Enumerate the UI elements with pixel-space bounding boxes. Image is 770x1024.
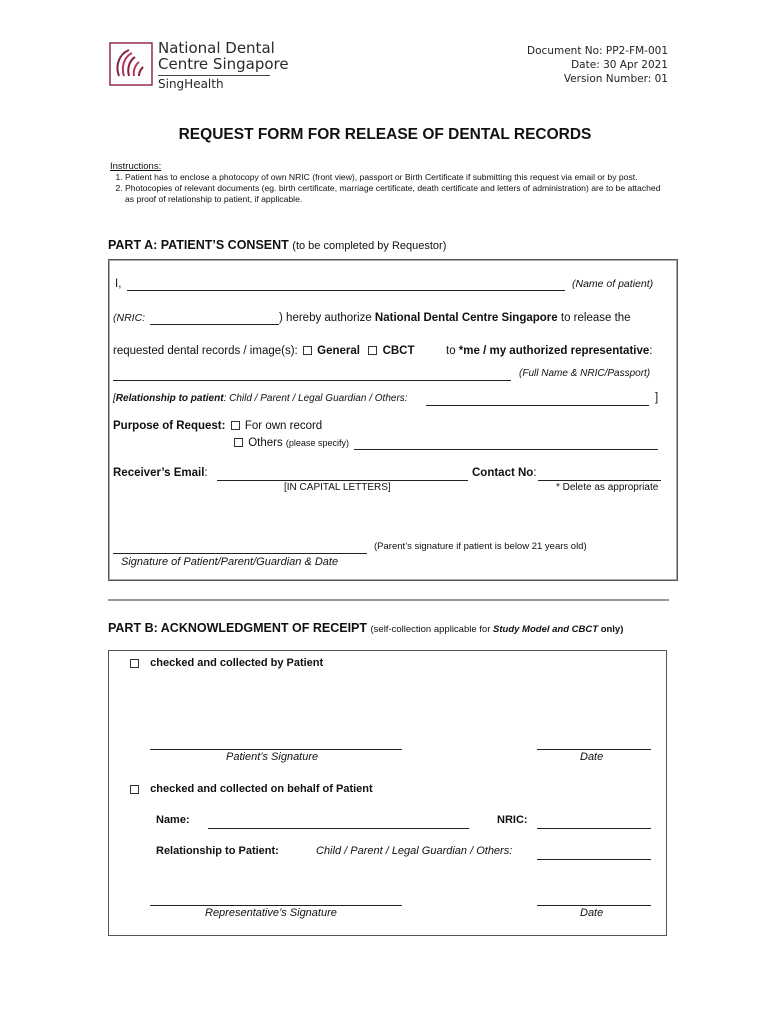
part-a-heading: PART A: PATIENT’S CONSENT (to be completed by Requestor)	[108, 238, 447, 252]
document-meta	[527, 44, 668, 86]
document-number: Document No: PP2-FM-001	[527, 45, 668, 57]
relationship-input[interactable]	[537, 859, 651, 860]
own-record-checkbox[interactable]	[231, 421, 240, 430]
others-checkbox[interactable]	[234, 438, 243, 447]
representative-nric-input[interactable]	[537, 828, 651, 829]
instruction-item: 2. Photocopies of relevant documents (eg. birth certificate, marriage certificate, death certificate and letters of administration) are to be attached as proof of relationship to patient, if applicable.	[125, 183, 670, 205]
section-divider	[108, 599, 669, 601]
instructions: Instructions: 1. Patient has to enclose a photocopy of own NRIC (front view), passport or Birth Certificate if submitting this request via email or by post. 2. Photocopies of relevant documents (eg. birth certificate, marriage certificate, death certificate and letters of administration) are to be attached as proof of relationship to patient, if applicable.	[110, 161, 670, 205]
form-title: REQUEST FORM FOR RELEASE OF DENTAL RECORDS	[178, 126, 592, 143]
representative-name-input[interactable]	[208, 828, 469, 829]
representative-name-field[interactable]	[113, 380, 511, 381]
document-date: Date: 30 Apr 2021	[571, 59, 668, 71]
cbct-checkbox[interactable]	[368, 346, 377, 355]
version-number: Version Number: 01	[563, 73, 668, 85]
relationship-field[interactable]	[426, 405, 649, 406]
representative-signature-field[interactable]	[150, 905, 402, 906]
logo-subtext: SingHealth	[158, 77, 224, 91]
logo-text: National Dental Centre Singapore	[158, 39, 289, 73]
part-b-heading: PART B: ACKNOWLEDGMENT OF RECEIPT (self-collection applicable for Study Model and CBCT only)	[108, 621, 624, 635]
representative-date-field[interactable]	[537, 905, 651, 906]
receiver-email-field[interactable]	[217, 480, 468, 481]
general-checkbox[interactable]	[303, 346, 312, 355]
contact-number-field[interactable]	[538, 480, 661, 481]
logo-divider	[158, 75, 270, 76]
patient-date-field[interactable]	[537, 749, 651, 750]
collected-on-behalf-checkbox[interactable]	[130, 785, 139, 794]
instruction-item: 1. Patient has to enclose a photocopy of own NRIC (front view), passport or Birth Certificate if submitting this request via email or by post.	[125, 172, 670, 183]
patient-signature-field[interactable]	[150, 749, 402, 750]
ndcs-logo	[109, 42, 153, 86]
purpose-others-field[interactable]	[354, 449, 658, 450]
patient-name-field[interactable]	[127, 290, 565, 291]
signature-field[interactable]	[113, 553, 367, 554]
collected-by-patient-checkbox[interactable]	[130, 659, 139, 668]
nric-field[interactable]	[150, 324, 279, 325]
